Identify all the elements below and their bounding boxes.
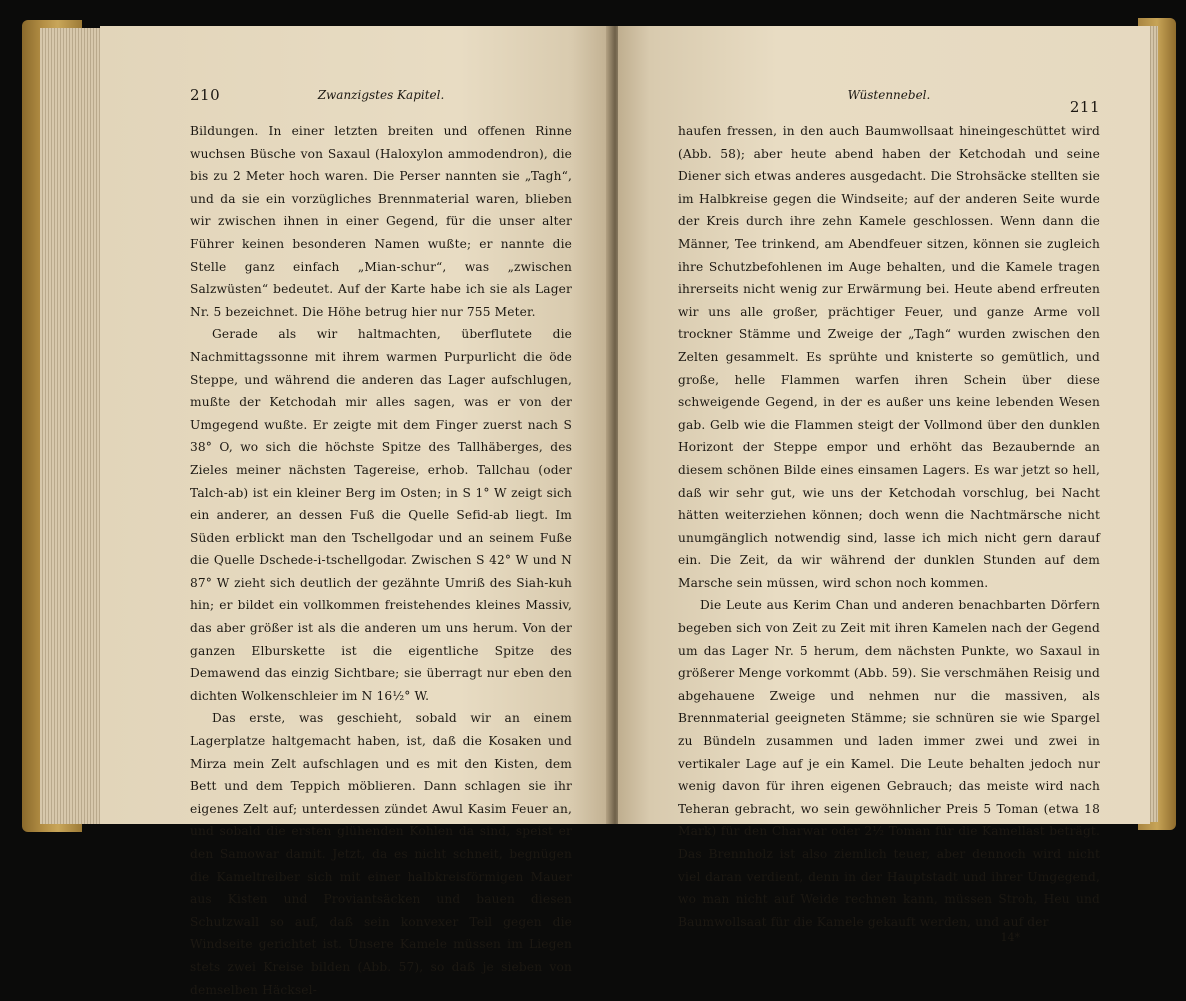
left-text-block <box>190 120 572 1001</box>
signature-mark: 14* <box>1000 931 1020 945</box>
right-page-number: 211 <box>1069 98 1100 116</box>
left-page <box>100 26 612 997</box>
left-paragraph-1: Bildungen. In einer letzten breiten und offenen Rinne wuchsen Büsche von Saxaul (Haloxylon ammodendron), die bis zu 2 Meter hoch waren. Die Perser nannten sie „Tagh“, und da sie ein vorzügliches Brennmaterial waren, blieben wir zwischen ihnen in einer Gegend, für die unser alter Führer keinen besonderen Namen wußte; er nannte die Stelle ganz einfach „Mian-schur“, was „zwischen Salzwüsten“ bedeutet. Auf der Karte habe ich sie als Lager Nr. 5 bezeichnet. Die Höhe betrug hier nur 755 Meter. <box>190 124 572 319</box>
left-running-head <box>190 86 572 112</box>
right-text-block <box>678 120 1100 933</box>
left-paragraph-3: Das erste, was geschieht, sobald wir an einem Lagerplatze haltgemacht haben, ist, daß die Kosaken und Mirza mein Zelt aufschlagen und es mit den Kisten, dem Bett und dem Teppich möblieren. Dann schlagen sie ihr eigenes Zelt auf; unterdessen zündet Awul Kasim Feuer an, und sobald die ersten glühenden Kohlen da sind, speist er den Samowar damit. Jetzt, da es nicht schneit, begnügen die Kameltreiber sich mit einer halbkreisförmigen Mauer aus Kisten und Proviantsäcken und bauen diesen Schutzwall so auf, daß sein konvexer Teil gegen die Windseite gerichtet ist. Unsere Kamele müssen im Liegen stets zwei Kreise bilden (Abb. 57), so daß je sieben von demselben Häcksel- <box>190 711 572 997</box>
right-running-head <box>678 86 1100 116</box>
right-paragraph-1: haufen fressen, in den auch Baumwollsaat hineingeschüttet wird (Abb. 58); aber heute abend haben der Ketchodah und seine Diener sich etwas anderes ausgedacht. Die Strohsäcke stellten sie im Halbkreise gegen die Windseite; auf der anderen Seite wurde der Kreis durch ihre zehn Kamele geschlossen. Wenn dann die Männer, Tee trinkend, am Abendfeuer sitzen, können sie zugleich ihre Schutzbefohlenen im Auge behalten, und die Kamele tragen ihrerseits nicht wenig zur Erwärmung bei. Heute abend erfreuten wir uns alle großer, prächtiger Feuer, und ganze Arme voll trockner Stämme und Zweige der „Tagh“ wurden zwischen den Zelten gesammelt. Es sprühte und knisterte so gemütlich, und große, helle Flammen warfen ihren Schein über diese schweigende Gegend, in der es außer uns keine lebenden Wesen gab. Gelb wie die Flammen steigt der Vollmond über den dunklen Horizont der Steppe empor und erhöht das Bezaubernde an diesem schönen Bilde eines einsamen Lagers. Es war jetzt so hell, daß wir sehr gut, wie uns der Ketchodah vorschlug, bei Nacht hätten weiterziehen können; doch wenn die Nachtmärsche nicht unumgänglich notwendig sind, lasse ich mich nicht gern darauf ein. Die Zeit, da wir während der dunklen Stunden auf dem Marsche sein müssen, wird schon noch kommen. <box>678 124 1100 590</box>
left-paragraph-2: Gerade als wir haltmachten, überflutete die Nachmittagssonne mit ihrem warmen Purpurlicht die öde Steppe, und während die anderen das Lager aufschlugen, mußte der Ketchodah mir alles sagen, was er von der Umgegend wußte. Er zeigte mit dem Finger zuerst nach S 38° O, wo sich die höchste Spitze des Tallhäberges, des Zieles meiner nächsten Tagereise, erhob. Tallchau (oder Talch-ab) ist ein kleiner Berg im Osten; in S 1° W zeigt sich ein anderer, an dessen Fuß die Quelle Sefid-ab liegt. Im Süden erblickt man den Tschellgodar und an seinem Fuße die Quelle Dschede-i-tschellgodar. Zwischen S 42° W und N 87° W zieht sich deutlich der gezähnte Umriß des Siah-kuh hin; er bildet ein vollkommen freistehendes kleines Massiv, das aber größer ist als die anderen um uns herum. Von der ganzen Elburskette ist die eigentliche Spitze des Demawend das einzig Sichtbare; sie überragt nur eben den dichten Wolkenschleier im N 16½° W. <box>190 327 572 703</box>
left-page-number: 210 <box>190 86 221 104</box>
section-title: Wüstennebel. <box>847 88 931 102</box>
chapter-title: Zwanzigstes Kapitel. <box>317 88 445 102</box>
right-page <box>618 26 1150 945</box>
right-paragraph-2: Die Leute aus Kerim Chan und anderen benachbarten Dörfern begeben sich von Zeit zu Zeit mit ihren Kamelen nach der Gegend um das Lager Nr. 5 herum, dem nächsten Punkte, wo Saxaul in größerer Menge vorkommt (Abb. 59). Sie verschmähen Reisig und abgehauene Zweige und nehmen nur die massiven, als Brennmaterial geeigneten Stämme; sie schnüren sie wie Spargel zu Bündeln zusammen und laden immer zwei und zwei in vertikaler Lage auf je ein Kamel. Die Leute behalten jedoch nur wenig davon für ihren eigenen Gebrauch; das meiste wird nach Teheran gebracht, wo sein gewöhnlicher Preis 5 Toman (etwa 18 Mark) für den Charwar oder 2½ Toman für die Kamellast beträgt. Das Brennholz ist also ziemlich teuer, aber dennoch wird nicht viel daran verdient, denn in der Hauptstadt und ihrer Umgegend, wo man nicht auf Weide rechnen kann, müssen Stroh, Heu und Baumwollsaat für die Kamele gekauft werden, und auf der <box>678 598 1100 929</box>
